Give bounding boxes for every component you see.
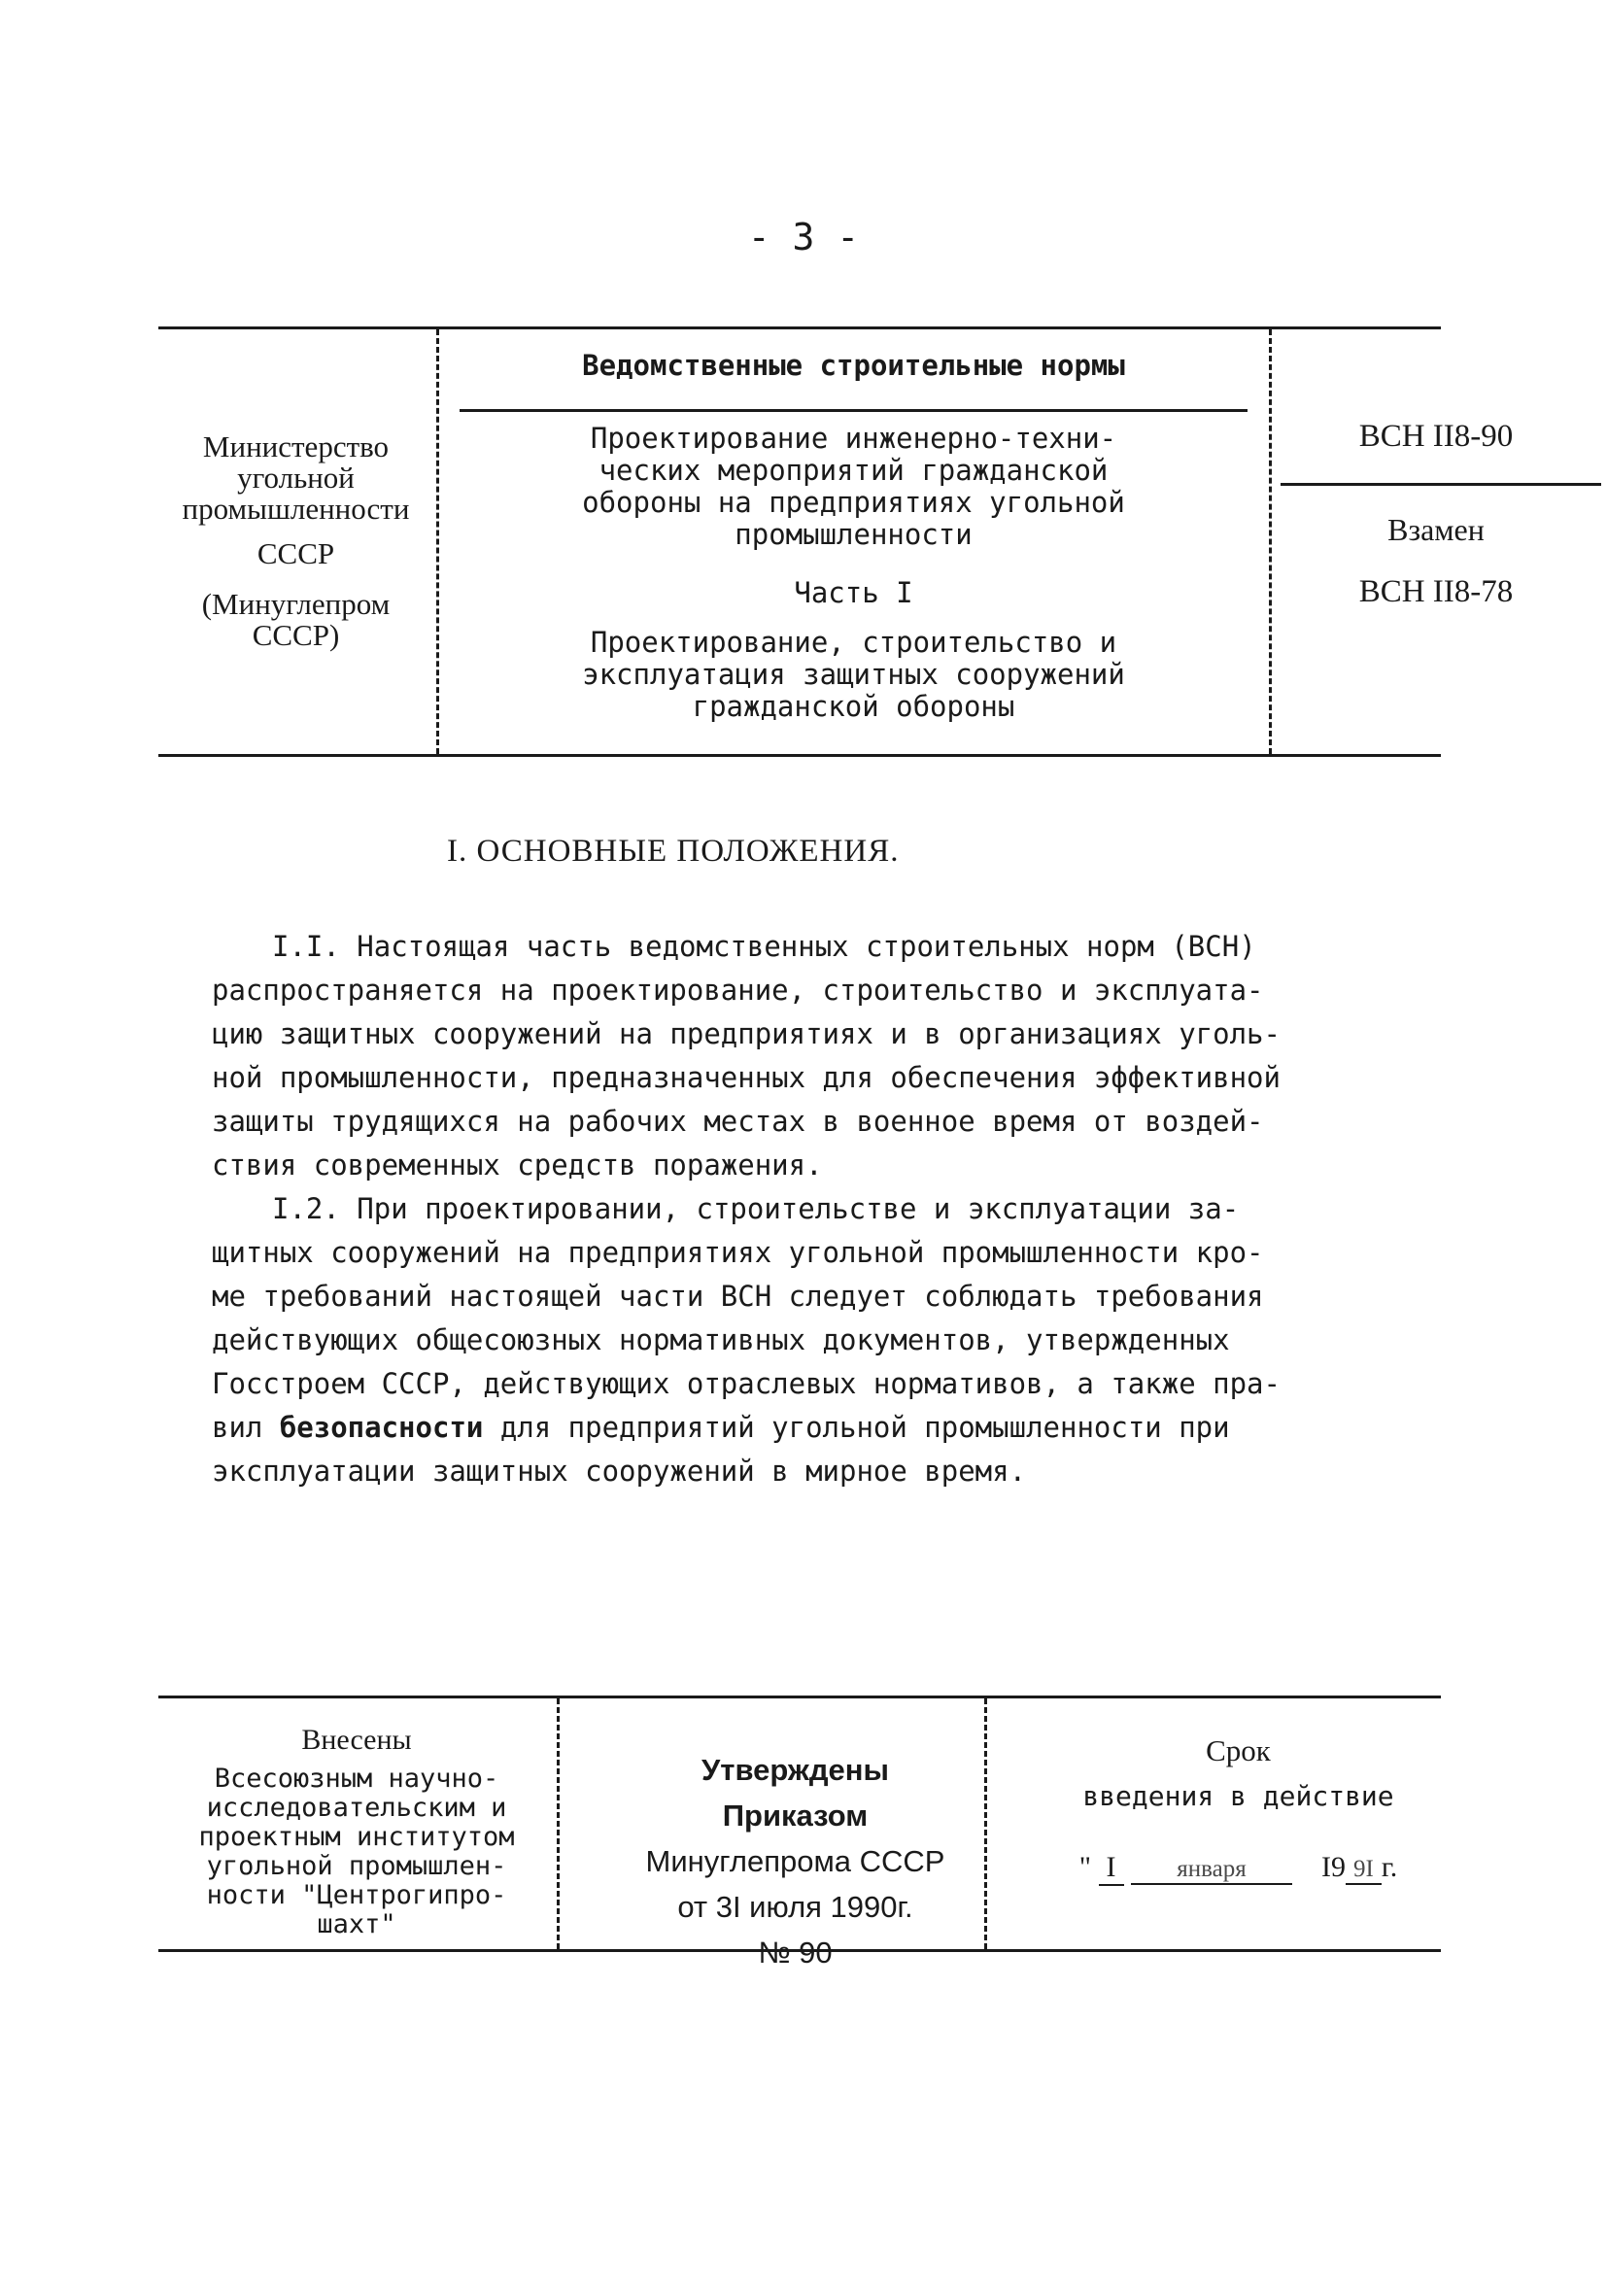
approved-line: Утверждены	[701, 1753, 889, 1787]
replaces-code: ВСН II8-78	[1358, 574, 1514, 609]
subtitle-line: Проектирование, строительство и	[590, 626, 1117, 659]
norms-type-rule	[460, 409, 1248, 412]
footer-divider-right	[984, 1698, 987, 1949]
date-quote: "	[1078, 1851, 1091, 1883]
paragraph-line: эксплуатации защитных сооружений в мирное время.	[212, 1455, 1027, 1488]
paragraph-line: I.2. При проектировании, строительстве и эксплуатации за-	[272, 1192, 1240, 1225]
title-line: обороны на предприятиях угольной	[582, 486, 1125, 519]
subtitle-line: гражданской обороны	[692, 690, 1015, 723]
text-run: вил	[212, 1411, 280, 1444]
paragraph-1-1	[212, 925, 1451, 1187]
page-number: - 3 -	[747, 216, 860, 258]
introduced-line: Всесоюзным научно-	[214, 1764, 499, 1794]
paragraph-line: действующих общесоюзных нормативных документов, утвержденных	[212, 1323, 1230, 1356]
document-title	[448, 423, 1259, 551]
subtitle-line: эксплуатация защитных сооружений	[582, 658, 1125, 691]
paragraph-line: ме требований настоящей части ВСН следует соблюдать требования	[212, 1280, 1264, 1313]
introduced-line: угольной промышлен-	[206, 1851, 507, 1881]
ministry-line: промышленности	[182, 492, 410, 526]
title-line: Проектирование инженерно-техни-	[590, 422, 1117, 455]
date-year: 9I	[1346, 1856, 1382, 1885]
header-divider-right	[1269, 329, 1272, 754]
introduced-line: шахт"	[317, 1909, 396, 1939]
header-block	[158, 326, 1514, 757]
approved-by	[564, 1747, 1026, 1975]
effective-date	[1036, 1733, 1441, 1886]
approved-line: Минуглепрома СССР	[645, 1844, 945, 1878]
ministry-line: Министерство	[202, 429, 390, 463]
ministry-name	[158, 431, 433, 651]
ministry-line: угольной	[237, 461, 355, 495]
norms-type: Ведомственные строительные нормы	[582, 349, 1125, 382]
paragraph-1-2	[212, 1187, 1451, 1493]
paragraph-line: Госстроем СССР, действующих отраслевых нормативов, а также пра-	[212, 1367, 1281, 1400]
ministry-line: СССР	[256, 536, 335, 570]
document-part: Часть I	[794, 576, 913, 609]
date-day: I	[1099, 1851, 1124, 1886]
paragraph-line: защиты трудящихся на рабочих местах в военное время от воздей-	[212, 1105, 1264, 1138]
paragraph-line	[212, 1406, 1451, 1450]
effective-head: Срок	[1206, 1733, 1271, 1767]
effective-date-line	[1036, 1851, 1441, 1886]
ministry-line: (Минуглепром	[201, 587, 391, 621]
title-line: ческих мероприятий гражданской	[598, 454, 1109, 487]
paragraph-line: распространяется на проектирование, строительство и эксплуата-	[212, 974, 1264, 1007]
title-line: промышленности	[735, 518, 973, 551]
date-suffix: г.	[1381, 1851, 1398, 1883]
ministry-line: СССР)	[252, 618, 340, 652]
replaces-label: Взамен	[1387, 512, 1485, 547]
paragraph-line: цию защитных сооружений на предприятиях и в организациях уголь-	[212, 1017, 1281, 1050]
date-year-prefix: I9	[1321, 1851, 1346, 1883]
header-divider-left	[436, 329, 439, 754]
approved-line: № 90	[758, 1936, 833, 1970]
paragraph-line: щитных сооружений на предприятиях угольной промышленности кро-	[212, 1236, 1264, 1269]
effective-sub: введения в действие	[1082, 1780, 1394, 1812]
approved-line: от 3I июля 1990г.	[677, 1890, 913, 1924]
document-code-rule	[1281, 483, 1601, 486]
introduced-line: ности "Центрогипро-	[206, 1880, 507, 1910]
approved-line: Приказом	[722, 1799, 869, 1833]
date-month: января	[1131, 1856, 1292, 1885]
bold-word: безопасности	[279, 1411, 484, 1444]
paragraph-line: ной промышленности, предназначенных для обеспечения эффективной	[212, 1061, 1281, 1094]
section-heading: I. ОСНОВНЫЕ ПОЛОЖЕНИЯ.	[447, 834, 900, 869]
document-code: ВСН II8-90	[1358, 419, 1514, 454]
footer-divider-left	[557, 1698, 560, 1949]
document-subtitle	[448, 627, 1259, 723]
introduced-by	[158, 1726, 555, 1939]
paragraph-line: ствия современных средств поражения.	[212, 1148, 823, 1182]
introduced-line: проектным институтом	[198, 1822, 515, 1852]
norms-title-cell	[448, 329, 1259, 754]
paragraph-line: I.I. Настоящая часть ведомственных строительных норм (ВСН)	[272, 930, 1256, 963]
text-run: для предприятий угольной промышленности при	[483, 1411, 1230, 1444]
introduced-head: Внесены	[301, 1724, 412, 1756]
introduced-line: исследовательским и	[206, 1793, 507, 1823]
footer-block	[158, 1696, 1441, 1970]
